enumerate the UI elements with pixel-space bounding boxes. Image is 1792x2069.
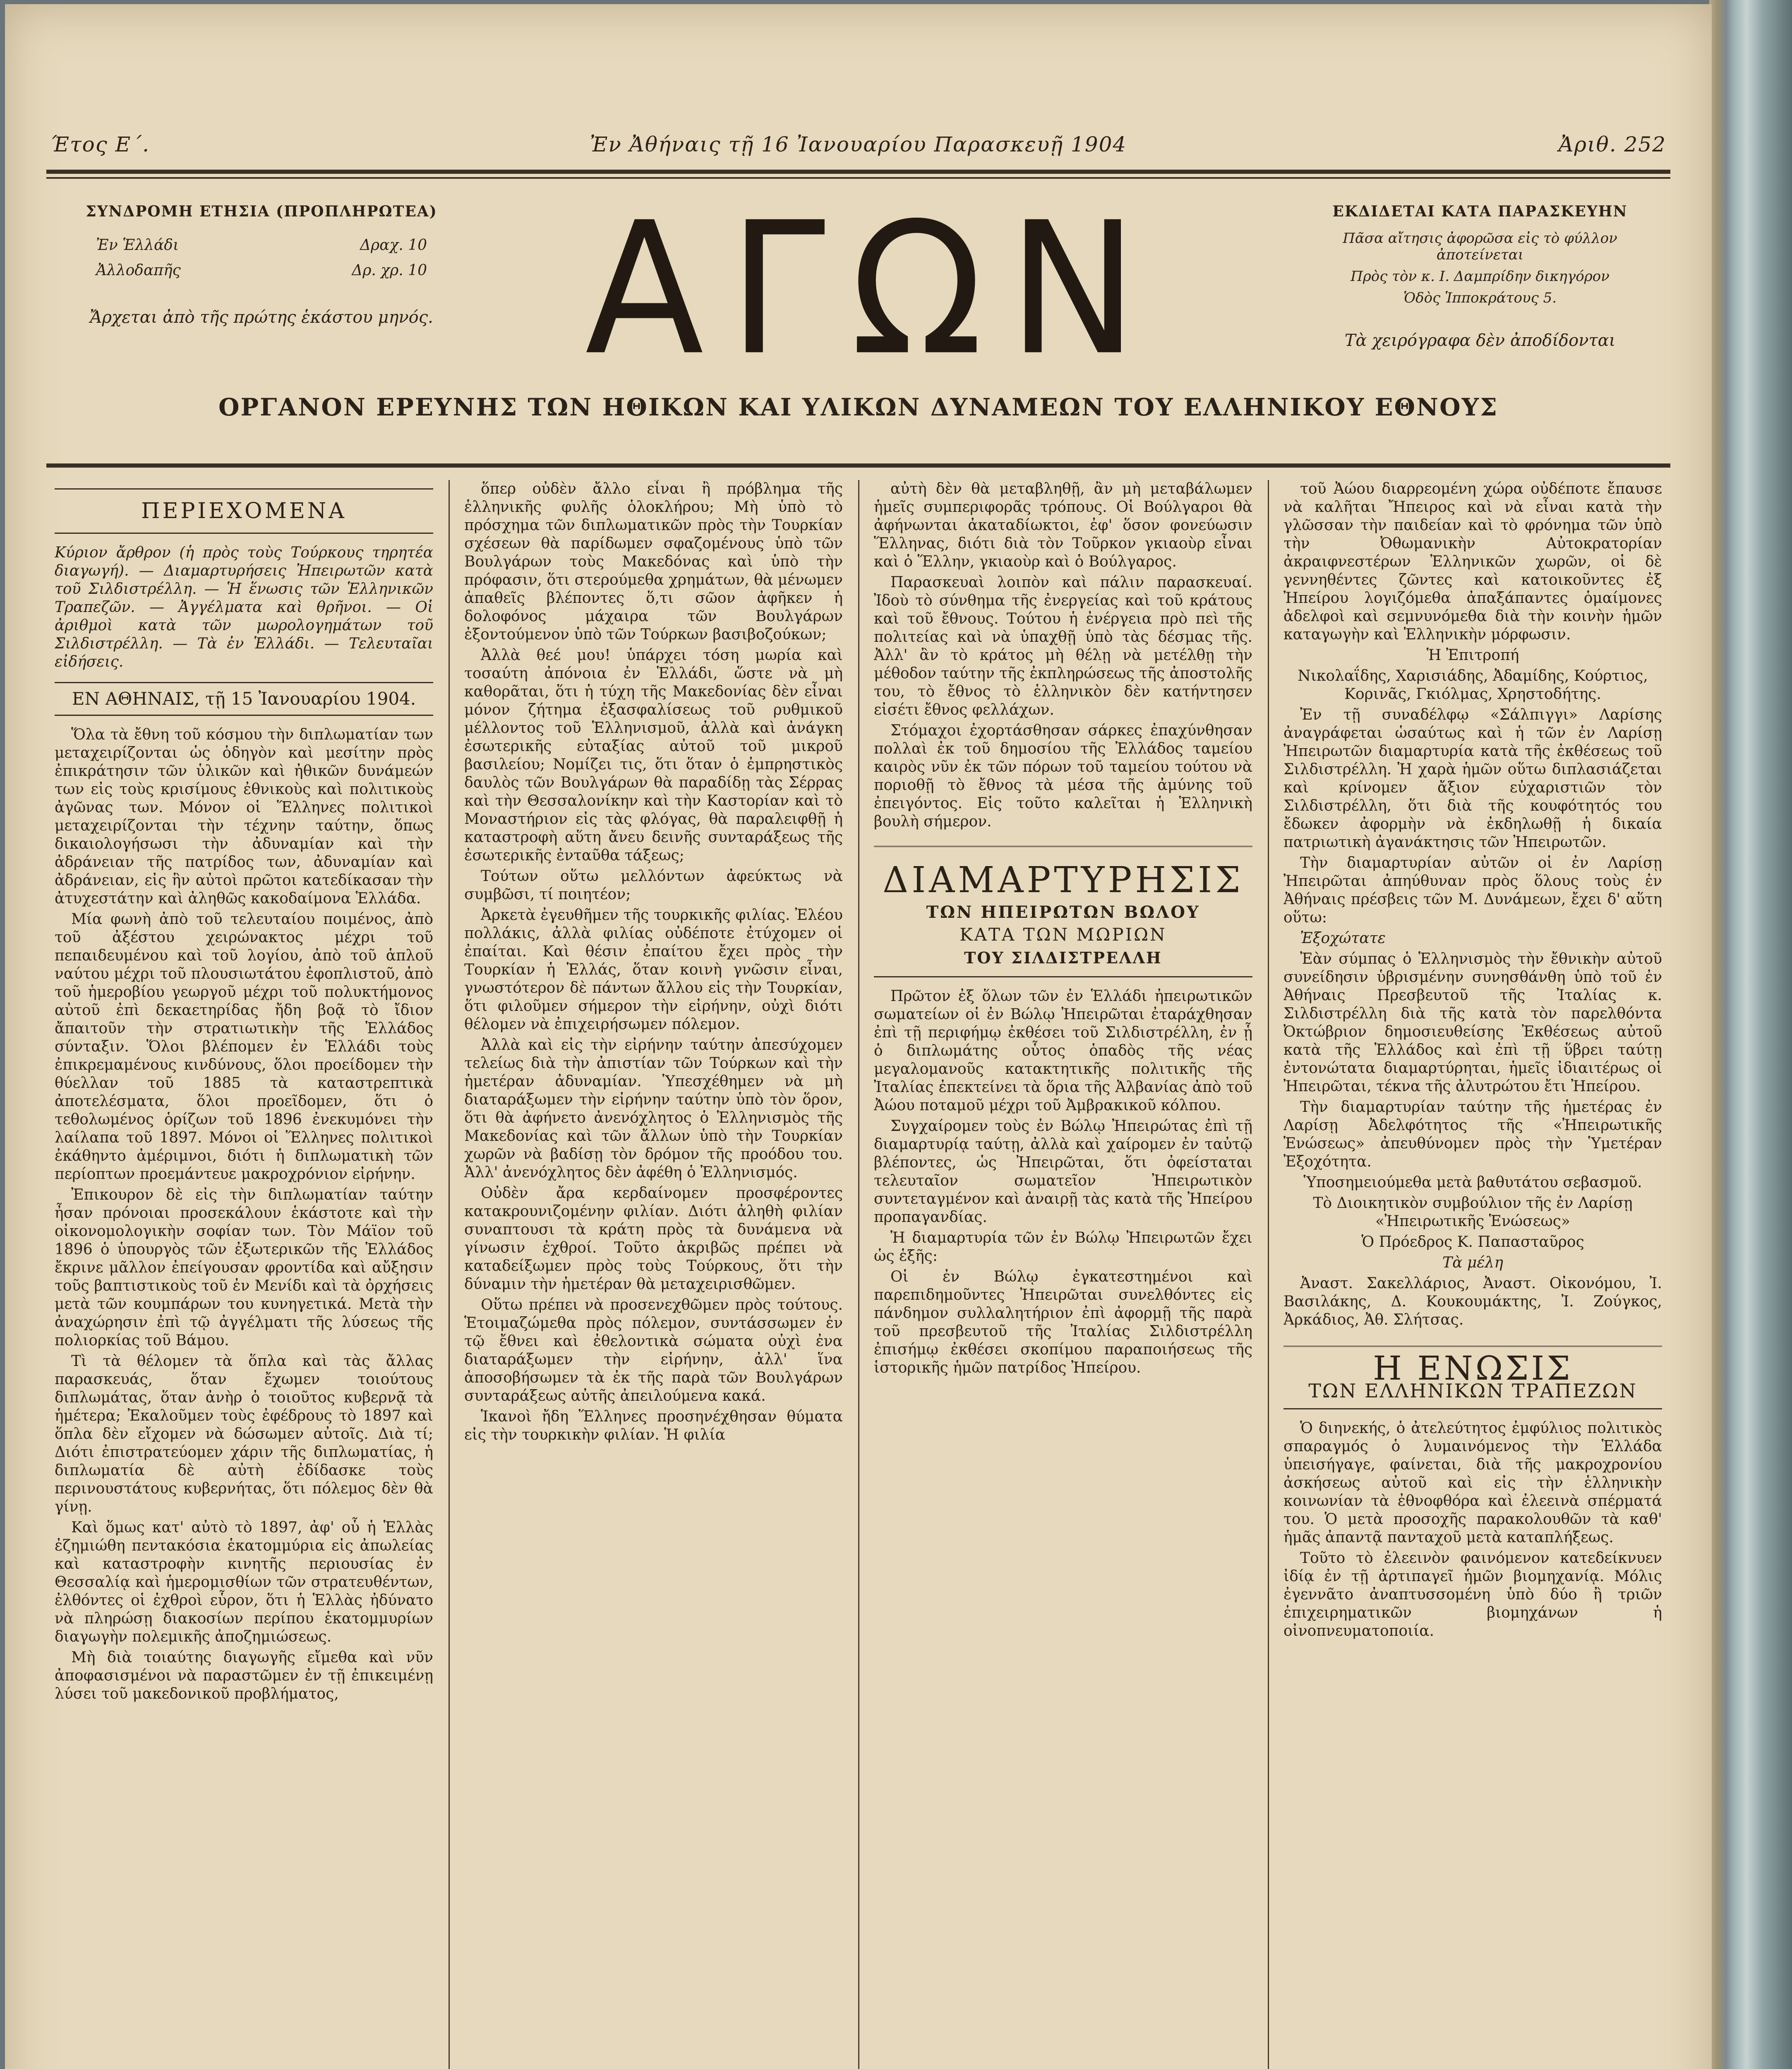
paragraph: αὐτὴ δὲν θὰ μεταβληθῇ, ἂν μὴ μεταβάλωμεν ἡμεῖς συμπεριφορᾶς τρόπους. Οἱ Βούλγαροι θὰ ἀφήνωνται ἀκαταδίωκτοι, ἐφ' ὅσον φονεύωσιν Ἕλληνας, διότι διὰ τὸν Τοῦρκον γκιαοὺρ εἶναι καὶ ὁ Ἕλλην, γκιαοὺρ καὶ ὁ Βούλγαρος. — [874, 480, 1252, 570]
protest-subtitle-3: ΤΟΥ ΣΙΛΔΙΣΤΡΕΛΛΗ — [874, 949, 1252, 977]
paragraph: ὅπερ οὐδὲν ἄλλο εἶναι ἢ πρόβλημα τῆς ἑλληνικῆς φυλῆς ὁλοκλήρου; Μὴ ὑπὸ τὸ πρόσχημα τῶν διπλωματικῶν πρὸς τὴν Τουρκίαν σχέσεων θὰ παρίδωμεν σφαζομένους ὑπὸ τῶν Βουλγάρων τοὺς Μακεδόνας καὶ ὑπὸ τὴν πρόφασιν, ὅτι στερούμεθα χρημάτων, θὰ μένωμεν ἀπαθεῖς βλέποντες ὅ,τι σῶον ἀφῆκεν ἡ δολοφόνος μάχαιρα τῶν Βουλγάρων ἐξοντούμενον ὑπὸ τῶν Τούρκων βασιβοζούκων; — [464, 480, 843, 643]
banks-title: Η ΕΝΩΣΙΣ — [1373, 1349, 1573, 1387]
paragraph: Ἐὰν σύμπας ὁ Ἑλληνισμὸς τὴν ἔθνικὴν αὐτοῦ συνείδησιν ὑβρισμένην συνησθάνθη ὑπὸ τοῦ ἐν Ἀθήναις Πρεσβευτοῦ τῆς Ἰταλίας κ. Σιλδιστρέλλη διὰ τῆς κατὰ τὸν παρελθόντα Ὀκτώβριον δημοσιευθείσης Ἐκθέσεως αὐτοῦ κατὰ τῆς Ἑλλάδος καὶ ἐπὶ τῇ ὕβρει ταύτῃ ἐντονώτατα διαμαρτύρηται, ἡμεῖς ἰδιαιτέρως οἱ Ἠπειρῶται, τέκνα τῆς ἀλυτρώτου ἔτι Ἠπείρου. — [1283, 950, 1662, 1095]
protest-title: ΔΙΑΜΑΡΤΥΡΗΣΙΣ — [883, 859, 1244, 901]
column-divider — [449, 480, 450, 2069]
contents-text: Κύριον ἄρθρον (ἡ πρὸς τοὺς Τούρκους τηρητέα διαγωγή). — Διαμαρτυρήσεις Ἠπειρωτῶν κατὰ τοῦ Σιλδιστρέλλη. — Ἡ ἕνωσις τῶν Ἑλληνικῶν Τραπεζῶν. — Ἀγγέλματα καὶ θρῆνοι. — Οἱ ἀριθμοὶ κατὰ τῶν μωρολογημάτων τοῦ Σιλδιστρέλλη. — Τὰ ἐν Ἑλλάδι. — Τελευταῖαι εἰδήσεις. — [55, 544, 433, 670]
paragraph: τοῦ Ἀώου διαρρεομένη χώρα οὐδέποτε ἔπαυσε νὰ καλῆται Ἤπειρος καὶ νὰ εἶναι κατὰ τὴν γλῶσσαν τὴν παιδείαν καὶ τὸ φρόνημα τῶν ὑπὸ τὴν Ὀθωμανικὴν Αὐτοκρατορίαν ἀκραιφνεστέρων Ἑλληνικῶν χωρῶν, οἱ δὲ γεννηθέντες ζῶντες καὶ κατοικοῦντες ἐξ Ἠπείρου λογιζόμεθα ἀπαξάπαντες ὁμαίμονες ἀδελφοὶ καὶ σεμνυνόμεθα διὰ τὴν κοινὴν ἡμῶν καταγωγὴν καὶ Ἑλληνικὴν μόρφωσιν. — [1283, 480, 1662, 643]
paragraph: Ὁ διηνεκής, ὁ ἀτελεύτητος ἐμφύλιος πολιτικὸς σπαραγμός ὁ λυμαινόμενος τὴν Ἑλλάδα ὑπεισήγαγε, φαίνεται, διὰ τῆς μακροχρονίου ἀσκήσεως αὐτοῦ καὶ εἰς τὴν ἑλληνικὴν κοινωνίαν τὰ ἐθνοφθόρα καὶ ἐλεεινὰ σπέρματά του. Ὁ μετὰ προσοχῆς παρακολουθῶν τὰ καθ' ἡμᾶς ἀπαντᾷ πανταχοῦ μετὰ καταπλήξεως. — [1283, 1420, 1662, 1546]
paragraph: Ὅλα τὰ ἔθνη τοῦ κόσμου τὴν διπλωματίαν των μεταχειρίζονται ὡς ὁδηγὸν καὶ μεσίτην πρὸς ἐπικράτησιν τῶν ὑλικῶν καὶ ἠθικῶν δυνάμεών των εἰς τοὺς κρισίμους ἐθνικοὺς καὶ πολιτικοὺς ἀγῶνας των. Μόνον οἱ Ἕλληνες πολιτικοὶ μεταχειρίζονται τὴν τέχνην ταύτην, ὅπως δικαιολογήσωσι τὴν ἀδυναμίαν καὶ τὴν ἀδράνειαν τῆς πατρίδος των, ἀδυναμίαν καὶ ἀδράνειαν, εἰς ἣν αὐτοὶ πρῶτοι κατεδίκασαν τὴν ἀτυχεστάτην καὶ ἀληθῶς κακοδαίμονα Ἑλλάδα. — [55, 726, 433, 907]
subscription-domestic — [71, 237, 452, 254]
paragraph: Συγχαίρομεν τοὺς ἐν Βώλῳ Ἠπειρώτας ἐπὶ τῇ διαμαρτυρίᾳ ταύτῃ, ἀλλὰ καὶ χαίρομεν ἐν ταὐτῷ βλέποντες, ὡς Ἠπειρῶται, ὅτι ὀφείσταται τελευταῖον σωματεῖον Ἠπειρωτικὸν συντεταγμένον καὶ ἀναιρῇ τὰς κατὰ τῆς Ἠπείρου προπαγανδίας. — [874, 1118, 1252, 1226]
paragraph: Ἱκανοὶ ἤδη Ἕλληνες προσηνέχθησαν θύματα εἰς τὴν τουρκικὴν φιλίαν. Ἡ φιλία — [464, 1408, 843, 1443]
issue-number: Ἀριθ. 252 — [1558, 132, 1666, 156]
paragraph: Οὕτω πρέπει νὰ προσενεχθῶμεν πρὸς τούτους. Ἑτοιμαζώμεθα πρὸς πόλεμον, συντάσσωμεν ἐν τῷ ἔθνει καὶ ἐθελοντικὰ σώματα οὐχὶ ἐνα διαταράξωμεν τὴν εἰρήνην, ἀλλ' ἵνα ἀποσοβήσωμεν τὰ ἐκ τῆς παρὰ τῶν Βουλγάρων συνταράξεως αὐτῆς ἀπειλούμενα κακά. — [464, 1296, 843, 1404]
domestic-price: Δραχ. 10 — [360, 237, 427, 254]
masthead-rule — [46, 463, 1670, 468]
members-title: Τὰ μέλη — [1442, 1254, 1503, 1271]
paragraph: Στόμαχοι ἐχορτάσθησαν σάρκες ἐπαχύνθησαν πολλαὶ ἐκ τοῦ δημοσίου τῆς Ἑλλάδος ταμείου καιρὸς νῦν ἐκ τῶν πόρων τοῦ ταμείου τούτου νὰ ποριοθῇ τὸ ἔθνος τὰ μέσα τῆς ἀμύνης τοῦ ἐπειγόντος. Εἰς τοῦτο καλεῖται ἡ Ἑλληνικὴ βουλὴ σήμερον. — [874, 722, 1252, 830]
column-1 — [55, 480, 433, 2069]
masthead — [46, 178, 1670, 459]
newspaper-page — [5, 4, 1712, 2069]
closing-line: Ὑποσημειούμεθα μετὰ βαθυτάτου σεβασμοῦ. — [1303, 1174, 1642, 1191]
publication-line-1: Πᾶσα αἴτησις ἀφορῶσα εἰς τὸ φύλλον ἀποτείνεται — [1343, 230, 1617, 263]
protest-subtitle: ΤΩΝ ΗΠΕΙΡΩΤΩΝ ΒΩΛΟΥ — [926, 902, 1200, 922]
publication-line-2: Πρὸς τὸν κ. Ι. Δαμπρίδην δικηγόρον — [1351, 268, 1610, 285]
protest-headline — [874, 846, 1252, 977]
paragraph: Τὴν διαμαρτυρίαν αὐτῶν οἱ ἐν Λαρίσῃ Ἠπειρῶται ἀπηύθυναν πρὸς ὅλους τοὺς ἐν Ἀθήναις πρέσβεις τῶν Μ. Δυνάμεων, ἔχει δ' αὕτη οὕτω: — [1283, 854, 1662, 926]
domestic-label: Ἐν Ἑλλάδι — [96, 237, 179, 254]
paragraph: Ἐν τῇ συναδέλφῳ «Σάλπιγγι» Λαρίσης ἀναγράφεται ὡσαύτως καὶ ἡ τῶν ἐν Λαρίσῃ Ἠπειρωτῶν διαμαρτυρία κατὰ τῆς ἐκθέσεως τοῦ Σιλδιστρέλλη. Ἡ χαρὰ ἡμῶν οὕτω διπλασιάζεται καὶ κρίνομεν ἄξιον εὐχαριστιῶν τὸν Σιλδιστρέλλη, ὅτι διὰ τῆς κουφότητός του ἔδωκεν ἀφορμὴν νὰ ἐκδηλωθῇ ἡ δικαία πατριωτικὴ ἀγανάκτησις τῶν Ἠπειρωτῶν. — [1283, 706, 1662, 851]
book-binding — [1709, 0, 1792, 2069]
issue-date: Ἐν Ἀθήναις τῇ 16 Ἰανουαρίου Παρασκευῇ 1904 — [590, 132, 1127, 156]
paragraph: Τούτων οὕτω μελλόντων ἀφεύκτως νὰ συμβῶσι, τί ποιητέον; — [464, 868, 843, 903]
paragraph: Ἡ διαμαρτυρία τῶν ἐν Βώλῳ Ἠπειρωτῶν ἔχει ὡς ἑξῆς: — [874, 1229, 1252, 1265]
members-list: Ἀναστ. Σακελλάριος, Ἀναστ. Οἰκονόμου, Ἰ. Βασιλάκης, Δ. Κουκουμάκτης, Ἰ. Ζούγκος, Ἀρκάδιος, Ἀθ. Σλήτσας. — [1283, 1275, 1662, 1328]
subscription-note: Ἄρχεται ἀπὸ τῆς πρώτης ἑκάστου μηνός. — [90, 308, 433, 327]
protest-subtitle-2: ΚΑΤΑ ΤΩΝ ΜΩΡΙΩΝ — [960, 924, 1167, 945]
column-divider — [1268, 480, 1269, 2069]
article-columns — [55, 480, 1660, 2069]
committee-names: Νικολαΐδης, Χαρισιάδης, Ἀδαμίδης, Κούρτιος, Κορινᾶς, Γκιόλμας, Χρηστοδήτης. — [1298, 667, 1648, 703]
committee-title: Ἡ Ἐπιτροπή — [1426, 647, 1519, 664]
paragraph: Οὐδὲν ἄρα κερδαίνομεν προσφέροντες κατακρουνιζομένην φιλίαν. Διότι ἀληθὴ φιλίαν συναπτουσι τὰ κράτη πρὸς τὰ δυνάμενα νὰ γίνωσιν ἐχθροί. Τοῦτο ἀκριβῶς πρέπει νὰ καταδείξωμεν πρὸς τοὺς Τούρκους, ὅτι τὴν δύναμιν τὴν ἡμετέραν θὰ μεταχειρισθῶμεν. — [464, 1185, 843, 1293]
publication-line-3: Ὁδὸς Ἱπποκράτους 5. — [1403, 290, 1557, 306]
article-dateline: ΕΝ ΑΘΗΝΑΙΣ, τῇ 15 Ἰανουαρίου 1904. — [55, 682, 433, 716]
column-4 — [1283, 480, 1662, 2069]
paragraph: Πρῶτον ἐξ ὅλων τῶν ἐν Ἑλλάδι ἠπειρωτικῶν σωματείων οἱ ἐν Βώλῳ Ἠπειρῶται ἐταράχθησαν ἐπὶ τῇ περιφήμῳ ἐκθέσει τοῦ Σιλδιστρέλλη, ἐν ᾗ ὁ διπλωμάτης οὗτος ὁπαδὸς τῆς νέας μεγαλομανοῦς κατακτητικῆς πολιτικῆς τῆς Ἰταλίας ἐπεκτείνει τὰ ὅρια τῆς Ἀλβανίας ἀπὸ τοῦ Ἀώου ποταμοῦ μέχρι τοῦ Ἀμβρακικοῦ κόλπου. — [874, 988, 1252, 1114]
subscription-foreign — [71, 262, 452, 279]
paragraph: Τοῦτο τὸ ἐλεεινὸν φαινόμενον κατεδείκνυεν ἰδίᾳ ἐν τῇ ἀρτιπαγεῖ ἡμῶν βιομηχανίᾳ. Μόλις ἐγεννᾶτο ἀναπτυσσομένη ὑπὸ δύο ἢ τριῶν ἐπιχειρηματικῶν βιομηχάνων ἡ οἰνοπνευματοποιία. — [1283, 1550, 1662, 1639]
paragraph: Ἀλλὰ θεέ μου! ὑπάρχει τόση μωρία καὶ τοσαύτη ἀπόνοια ἐν Ἑλλάδι, ὥστε νὰ μὴ καθορᾶται, ὅτι ἡ τύχη τῆς Μακεδονίας δὲν εἶναι μόνον ζήτημα ἐξασφαλίσεως τοῦ ρυθμικοῦ μέλλοντος τοῦ Ἑλληνισμοῦ, ἀλλὰ καὶ ἀνάγκη ἐσωτερικῆς εὐταξίας αὐτοῦ τοῦ μικροῦ βασιλείου; Νομίζει τις, ὅτι ὅταν ὁ ἐμπρηστικὸς δαυλὸς τῶν Βουλγάρων θὰ παραδίδῃ τὰς Σέρρας καὶ τὴν Θεσσαλονίκην καὶ τὴν Καστορίαν καὶ τὸ Μοναστήριον εἰς τὰς φλόγας, θὰ παραλειφθῇ ἡ καταστροφὴ αὕτη ἄνευ δεινῆς συνταράξεως τῆς ἐσωτερικῆς ἐνταῦθα τάξεως; — [464, 647, 843, 864]
publication-box — [1306, 203, 1654, 350]
president-line: Ὁ Πρόεδρος Κ. Παπασταῦρος — [1361, 1234, 1584, 1251]
publication-note: Τὰ χειρόγραφα δὲν ἀποδίδονται — [1344, 331, 1616, 350]
top-rule — [46, 170, 1670, 174]
paragraph: Μὴ διὰ τοιαύτης διαγωγῆς εἴμεθα καὶ νῦν ἀποφασισμένοι νὰ παραστῶμεν ἐν τῇ ἐπικειμένῃ λύσει τοῦ μακεδονικοῦ προβλήματος, — [55, 1649, 433, 1702]
subscription-title: ΣΥΝΔΡΟΜΗ ΕΤΗΣΙΑ (ΠΡΟΠΛΗΡΩΤΕΑ) — [86, 203, 437, 220]
publication-title: ΕΚΔΙΔΕΤΑΙ ΚΑΤΑ ΠΑΡΑΣΚΕΥΗΝ — [1332, 203, 1628, 220]
paragraph: Ἀρκετὰ ἐγευθῆμεν τῆς τουρκικῆς φιλίας. Ἐλέου πολλάκις, ἀλλὰ φιλίας οὐδέποτε ἐτύχομεν οἱ ἐπαίται. Καὶ θέσιν ἐπαίτου ἔχει πρὸς τὴν Τουρκίαν ἡ Ἑλλάς, ὅταν κοινὴ γνῶσιν εἶναι, γνωστότερον δὲ πάντων ἄλλου εἰς τὴν Τουρκίαν, ὅτι φιλοῦμεν σήμερον τὴν εἰρήνην, οὐχὶ διότι θέλομεν νὰ ἐπιχειρήσωμεν πόλεμον. — [464, 907, 843, 1033]
foreign-label: Ἀλλοδαπῆς — [96, 262, 181, 279]
paragraph: Τὶ τὰ θέλομεν τὰ ὅπλα καὶ τὰς ἄλλας παρασκευάς, ὅταν ἔχωμεν τοιούτους διπλωμάτας, ὅταν ἀνὴρ ὁ τοιοῦτος κυβερνᾷ τὰ ἡμέτερα; Ἐκαλοῦμεν τοὺς ἐφέδρους τὸ 1897 καὶ ὅπλα δὲν εἴχομεν νὰ δώσωμεν αὐτοῖς. Διὰ τί; Διότι ἐπιστρατεύομεν χάριν τῆς διπλωματίας, ἡ διπλωματία δὲ αὐτὴ ἐδίδασκε τοὺς περινουστάτους κυβερνήτας, ὅτι πόλεμος δὲν θὰ γίνῃ. — [55, 1353, 433, 1515]
masthead-tagline: ΟΡΓΑΝΟΝ ΕΡΕΥΝΗΣ ΤΩΝ ΗΘΙΚΩΝ ΚΑΙ ΥΛΙΚΩΝ ΔΥΝΑΜΕΩΝ ΤΟΥ ΕΛΛΗΝΙΚΟΥ ΕΘΝΟΥΣ — [218, 393, 1499, 421]
subscription-box — [71, 203, 452, 327]
paragraph: Καὶ ὅμως κατ' αὐτὸ τὸ 1897, ἀφ' οὗ ἡ Ἑλλὰς ἐζημιώθη πεντακόσια ἑκατομμύρια εἰς ἀπωλείας καὶ καταστροφὴν κινητῆς περιουσίας ἐν Θεσσαλίᾳ καὶ ἡμερομισθίων τῶν στρατευθέντων, ἐλθόντες οἱ ἐχθροὶ εὗρον, ὅτι ἡ Ἑλλὰς ἠδύνατο νὰ πληρώσῃ διακοσίων περίπου ἑκατομμυρίων διαγωγὴν πολεμικῆς ἀποζημιώσεως. — [55, 1519, 433, 1645]
paragraph: Οἱ ἐν Βώλῳ ἐγκατεστημένοι καὶ παρεπιδημοῦντες Ἠπειρῶται συνελθόντες εἰς πάνδημον συλλαλητήριον ἐπὶ ἀφορμῇ τῆς παρὰ τοῦ πρεσβευτοῦ τῆς Ἰταλίας Σιλδιστρέλλη ἐπισήμῳ ἐκθέσει σκοπίμου παραποιήσεως τῆς ἱστορικῆς ἡμῶν πατρίδος Ἠπείρου. — [874, 1268, 1252, 1376]
paragraph: Τὴν διαμαρτυρίαν ταύτην τῆς ἡμετέρας ἐν Λαρίσῃ Ἀδελφότητος τῆς «Ἠπειρωτικῆς Ἑνώσεως» ἀπευθύνομεν πρὸς τὴν Ὑμετέραν Ἐξοχότητα. — [1283, 1099, 1662, 1170]
masthead-logo: ΑΓΩΝ — [585, 183, 1163, 396]
salutation: Ἐξοχώτατε — [1300, 930, 1386, 947]
banks-headline — [1283, 1346, 1662, 1409]
contents-title: ΠΕΡΙΕΧΟΜΕΝΑ — [55, 488, 433, 534]
paragraph: Παρασκευαὶ λοιπὸν καὶ πάλιν παρασκευαί. Ἰδοὺ τὸ σύνθημα τῆς ἐνεργείας καὶ τοῦ κράτους καὶ τοῦ ἔθνους. Τούτου ἡ ἐνέργεια πρὸ πεὶ τῆς πολιτείας καὶ νὰ ὑπαχθῇ ὑπὸ τὰς δέσμας τῆς. Ἀλλ' ἂν τὸ κράτος μὴ θέλῃ νὰ μετέλθῃ τὴν μέθοδον ταύτην τῆς ἐκπληρώσεως τῆς ἀποστολῆς του, τὸ ἔθνος τὸ ἑλληνικὸν δὲν κατήντησεν εἰσέτι ἔθνος φελλάχων. — [874, 574, 1252, 718]
paragraph: Ἀλλὰ καὶ εἰς τὴν εἰρήνην ταύτην ἀπεσύχομεν τελείως διὰ τὴν ἀπιστίαν τῶν Τούρκων καὶ τὴν ἡμετέραν ἀδυναμίαν. Ὑπεσχέθημεν νὰ μὴ διαταράξωμεν τὴν εἰρήνην ταύτην ὑπὸ τὸν ὅρον, ὅτι θὰ ἀφήνετο ἀνενόχλητος ὁ Ἑλληνισμὸς τῆς Μακεδονίας καὶ τῶν ἄλλων ὑπὸ τὴν Τουρκίαν χωρῶν νὰ βαδίσῃ τὸν δρόμον τῆς προόδου του. Ἀλλ' ἀνενόχλητος δὲν ἀφέθη ὁ Ἑλληνισμός. — [464, 1037, 843, 1181]
foreign-price: Δρ. χρ. 10 — [352, 262, 427, 279]
board-line: Τὸ Διοικητικὸν συμβούλιον τῆς ἐν Λαρίσῃ «Ἠπειρωτικῆς Ἑνώσεως» — [1313, 1195, 1633, 1230]
banks-subtitle: ΤΩΝ ΕΛΛΗΝΙΚΩΝ ΤΡΑΠΕΖΩΝ — [1283, 1382, 1662, 1409]
column-2 — [464, 480, 843, 2069]
column-divider — [858, 480, 859, 2069]
paragraph: Μία φωνὴ ἀπὸ τοῦ τελευταίου ποιμένος, ἀπὸ τοῦ ἀξέστου χειρώνακτος μέχρι τοῦ πεπαιδευμένου καὶ τοῦ λογίου, ἀπὸ τοῦ ἁπλοῦ ναύτου μέχρι τοῦ πλουσιωτάτου ἐφοπλιστοῦ, ἀπὸ τοῦ ἡμεροβίου γεωργοῦ μέχρι τοῦ πολυκτήμονος αὐτοῦ ἐπὶ δεκαετηρίδας ἤδη βοᾷ τὸ ἴδιον ἄπαιτοῦν τὴν στρατιωτικὴν τῆς Ἑλλάδος σύνταξιν. Ὅλοι βλέπομεν ἐν Ἑλλάδι τοὺς ἐπικρεμαμένους κινδύνους, ὅλοι προείδομεν τὴν θύελλαν τοῦ 1885 τὰ καταστρεπτικὰ ἀποτελέσματα, ὅλοι προεῖδομεν, ὅτι ὁ τεθολωμένος ὁρίζων τοῦ 1896 ἐνεκυμόνει τὴν λαίλαπα τοῦ 1897. Μόνοι οἱ Ἕλληνες πολιτικοὶ ἐκάθηντο ἀμέριμνοι, διότι ἡ διπλωματικὴ τῶν περίοπτων προεμάντευε μακροχρόνιον εἰρήνην. — [55, 911, 433, 1183]
year-label: Έτος Ε΄. — [50, 132, 150, 156]
issue-dateline — [38, 128, 1679, 161]
paragraph: Ἐπικουρον δὲ εἰς τὴν διπλωματίαν ταύτην ἦσαν πρόνοιαι προσεκάλουν ἑκάστοτε καὶ τὴν οἰκονομολογικὴν σοφίαν των. Τὸν Μάϊον τοῦ 1896 ὁ ὑπουργὸς τῶν ἐξωτερικῶν τῆς Ἑλλάδος ἔκρινε μᾶλλον ἐπείγουσαν φροντίδα καὶ αὔξησιν τοῦς βαπτιστικοὺς τοῦ ἐν Μενίδι καὶ τὰ ὀρχήσεις μετὰ τῶν κουμπάρων του κυνηγετικά. Μετὰ τὴν ἀναχώρησιν ἐπὶ τῷ ἀγγέλματι τῆς λύσεως τῆς πολιορκίας τοῦ Βάμου. — [55, 1186, 433, 1349]
column-3 — [874, 480, 1252, 2069]
